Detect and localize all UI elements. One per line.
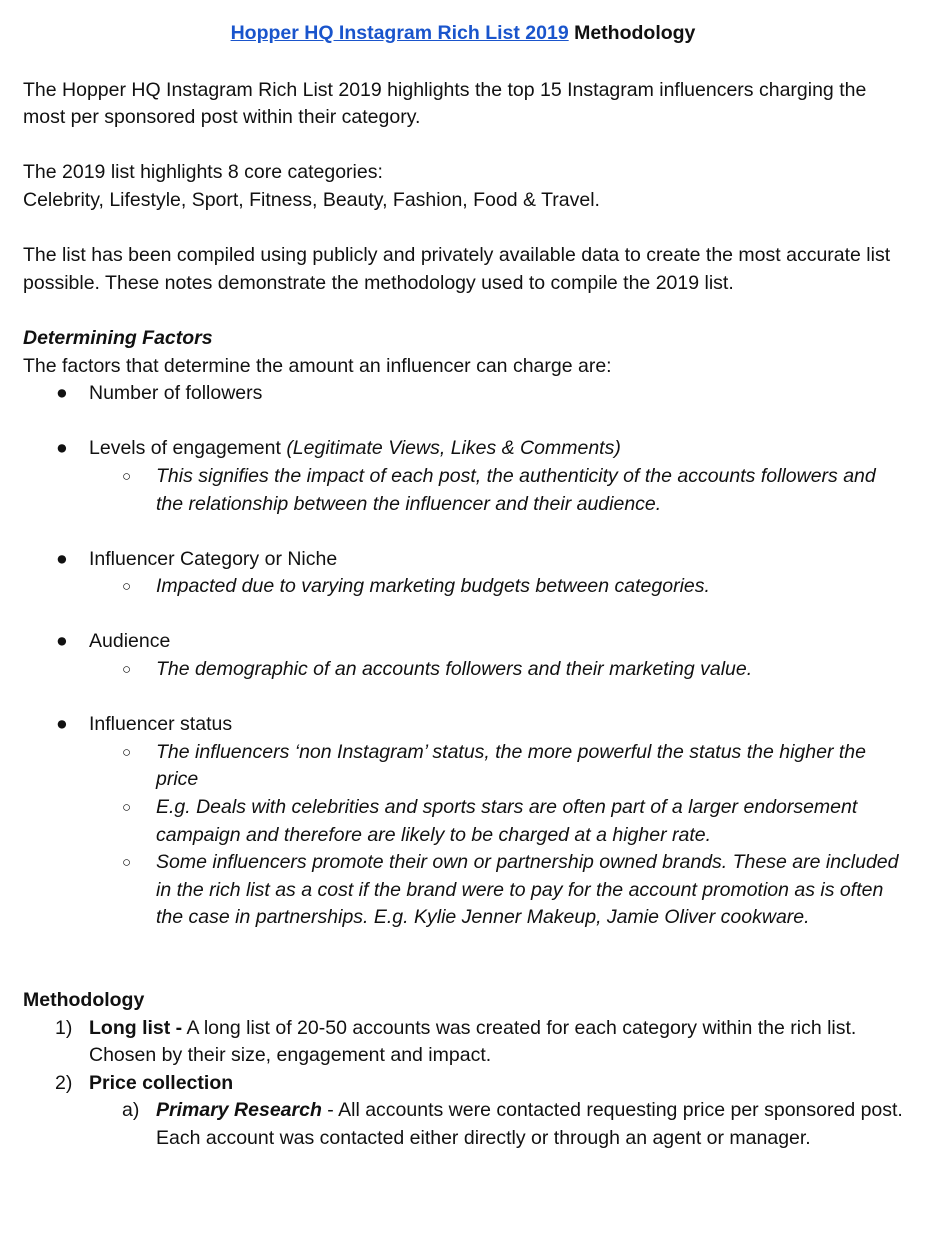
sub-bullet-icon: ○ bbox=[122, 467, 132, 485]
bullet-icon: ● bbox=[56, 630, 68, 653]
sub-bullet-icon: ○ bbox=[122, 578, 132, 596]
title-methodology-text: Methodology bbox=[574, 22, 696, 44]
factor-label: Number of followers bbox=[89, 382, 263, 405]
factor-subitem bbox=[23, 849, 903, 932]
factor-item bbox=[23, 546, 903, 574]
intro-paragraph-3: The list has been compiled using publicly and privately available data to create the most accurate list possible. These notes demonstrate the methodology used to compile the 2019 list. bbox=[23, 244, 891, 294]
substep-text: - All accounts were contacted requesting price per sponsored post. Each account was contacted either directly or through an agent or manager. bbox=[156, 1099, 903, 1149]
sub-bullet-icon: ○ bbox=[122, 854, 132, 872]
factor-subitem bbox=[23, 656, 903, 684]
factor-item bbox=[23, 711, 903, 739]
step-text: A long list of 20-50 accounts was created for each category within the rich list. Chosen by their size, engagement and impact. bbox=[89, 1016, 857, 1067]
factor-label: Levels of engagement bbox=[89, 437, 287, 460]
factor-subitem-text: The influencers ‘non Instagram’ status, the more powerful the status the higher the price bbox=[156, 740, 866, 791]
substep-letter: a) bbox=[122, 1099, 140, 1122]
intro-categories-list: Celebrity, Lifestyle, Sport, Fitness, Beauty, Fashion, Food & Travel. bbox=[23, 188, 600, 211]
factor-label: Influencer Category or Niche bbox=[89, 547, 338, 570]
factor-item bbox=[23, 628, 903, 656]
factor-subitem-text: Impacted due to varying marketing budgets between categories. bbox=[156, 575, 710, 598]
bullet-icon: ● bbox=[56, 547, 68, 570]
methodology-heading: Methodology bbox=[23, 989, 145, 1011]
factor-subitem bbox=[23, 463, 903, 518]
intro-categories-line: The 2019 list highlights 8 core categories: bbox=[23, 161, 383, 184]
factor-subitem bbox=[23, 739, 903, 794]
bullet-icon: ● bbox=[56, 713, 68, 736]
factors-heading: Determining Factors bbox=[23, 326, 213, 349]
factors-lead: The factors that determine the amount an influencer can charge are: bbox=[23, 354, 612, 377]
factor-subitem-text: E.g. Deals with celebrities and sports stars are often part of a larger endorsement campaign and therefore are likely to be charged at a higher rate. bbox=[156, 796, 858, 846]
substep-title: Primary Research bbox=[156, 1099, 322, 1122]
factor-label: Influencer status bbox=[89, 713, 233, 736]
sub-bullet-icon: ○ bbox=[122, 743, 132, 761]
factor-item bbox=[23, 380, 903, 408]
factor-subitem-text: The demographic of an accounts followers and their marketing value. bbox=[156, 658, 753, 681]
factor-label: Audience bbox=[89, 630, 171, 653]
methodology-step bbox=[23, 1070, 903, 1098]
document-title bbox=[23, 20, 903, 48]
step-number: 1) bbox=[55, 1016, 73, 1039]
methodology-substep bbox=[23, 1097, 903, 1152]
sub-bullet-icon: ○ bbox=[122, 661, 132, 679]
factor-subitem bbox=[23, 573, 903, 601]
bullet-icon: ● bbox=[56, 437, 68, 460]
step-title: Long list - bbox=[89, 1016, 183, 1039]
step-title: Price collection bbox=[89, 1071, 234, 1094]
sub-bullet-icon: ○ bbox=[122, 799, 132, 817]
factor-subitem-text: Some influencers promote their own or partnership owned brands. These are included in the rich list as a cost if the brand were to pay for the account promotion as is often the case in partnerships. E.g. Kylie Jenner Makeup, Jamie Oliver cookware. bbox=[156, 851, 899, 929]
step-number: 2) bbox=[55, 1071, 73, 1094]
factor-subitem bbox=[23, 794, 903, 849]
factor-note: (Legitimate Views, Likes & Comments) bbox=[286, 437, 621, 460]
intro-paragraph-1: The Hopper HQ Instagram Rich List 2019 highlights the top 15 Instagram influencers charging the most per sponsored post within their category. bbox=[23, 78, 867, 129]
bullet-icon: ● bbox=[56, 382, 68, 405]
factor-item bbox=[23, 435, 903, 463]
methodology-step bbox=[23, 1015, 903, 1070]
document-page bbox=[23, 20, 903, 1153]
rich-list-link[interactable]: Hopper HQ Instagram Rich List 2019 bbox=[230, 22, 569, 44]
factor-subitem-text: This signifies the impact of each post, the authenticity of the accounts followers and the relationship between the influencer and their audience. bbox=[156, 464, 876, 515]
